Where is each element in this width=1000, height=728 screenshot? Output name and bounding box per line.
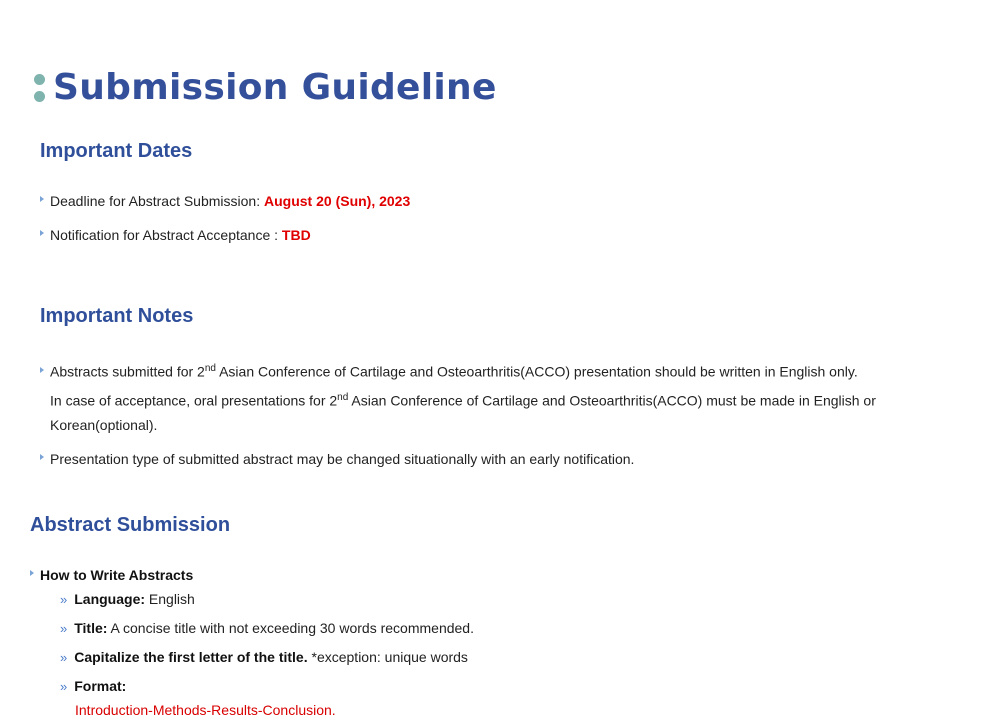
deadline-value: August 20 (Sun), 2023 xyxy=(264,193,411,209)
title-dots-icon xyxy=(34,71,45,105)
page-title-text: Submission Guideline xyxy=(53,67,497,108)
note-1-superscript: nd xyxy=(204,363,216,374)
important-notes-heading: Important Notes xyxy=(40,305,194,327)
deadline-item xyxy=(40,191,410,211)
bullet-triangle-icon xyxy=(40,367,44,373)
title-label: Title: xyxy=(74,620,108,636)
capitalize-value: *exception: unique words xyxy=(307,649,468,665)
capitalize-item xyxy=(60,647,468,668)
abstract-submission-heading: Abstract Submission xyxy=(30,514,231,536)
double-chevron-icon: » xyxy=(60,592,68,607)
note-1-text-a: Abstracts submitted for 2 xyxy=(50,363,205,380)
note-1-superscript-2: nd xyxy=(337,392,349,403)
language-value: English xyxy=(145,591,195,607)
important-dates-heading: Important Dates xyxy=(40,140,193,162)
format-value: Introduction-Methods-Results-Conclusion. xyxy=(75,702,336,718)
note-1-line-3: Korean(optional). xyxy=(50,417,158,433)
deadline-label: Deadline for Abstract Submission: xyxy=(50,193,264,209)
double-chevron-icon: » xyxy=(60,621,68,636)
format-item xyxy=(60,676,126,697)
note-1-text-c: In case of acceptance, oral presentations for 2 xyxy=(50,392,338,409)
notification-value: TBD xyxy=(281,227,311,243)
language-label: Language: xyxy=(74,591,146,607)
note-1-line-2 xyxy=(50,388,876,411)
bullet-triangle-icon xyxy=(40,230,44,236)
bullet-triangle-icon xyxy=(40,454,44,460)
double-chevron-icon: » xyxy=(60,679,68,694)
note-2-text: Presentation type of submitted abstract may be changed situationally with an early notification. xyxy=(50,451,635,467)
language-item xyxy=(60,589,195,610)
notification-item xyxy=(40,225,311,245)
title-item xyxy=(60,618,474,639)
how-to-write-item xyxy=(30,565,193,585)
notification-label: Notification for Abstract Acceptance : xyxy=(50,227,282,243)
note-2 xyxy=(40,449,634,469)
how-to-write-label: How to Write Abstracts xyxy=(40,567,194,583)
note-1-line-1 xyxy=(40,359,858,382)
note-1-text-b: Asian Conference of Cartilage and Osteoarthritis(ACCO) presentation should be written in English only. xyxy=(215,363,858,380)
format-label: Format: xyxy=(74,678,127,694)
capitalize-label: Capitalize the first letter of the title. xyxy=(74,649,308,665)
note-1-text-d: Asian Conference of Cartilage and Osteoarthritis(ACCO) must be made in English or xyxy=(348,392,876,409)
title-value: A concise title with not exceeding 30 words recommended. xyxy=(107,620,474,636)
double-chevron-icon: » xyxy=(60,650,68,665)
bullet-triangle-icon xyxy=(30,570,34,576)
page-title xyxy=(34,64,497,112)
bullet-triangle-icon xyxy=(40,196,44,202)
